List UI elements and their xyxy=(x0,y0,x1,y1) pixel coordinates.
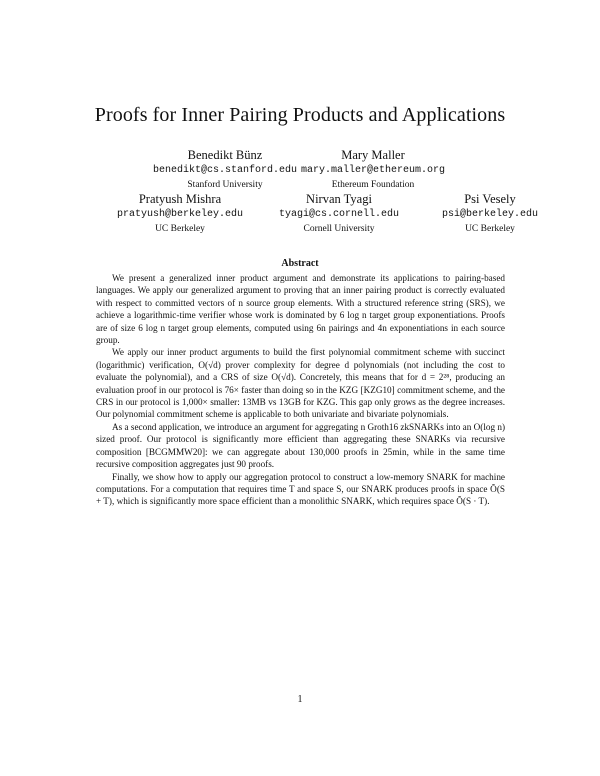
author-email[interactable]: mary.maller@ethereum.org xyxy=(300,165,446,176)
author-affiliation: UC Berkeley xyxy=(465,224,515,234)
author-name: Pratyush Mishra xyxy=(138,192,222,206)
author-email[interactable]: tyagi@cs.cornell.edu xyxy=(278,209,400,220)
paper-title: Proofs for Inner Pairing Products and Applications xyxy=(94,104,506,126)
abstract-paragraph: As a second application, we introduce an argument for aggregating n Groth16 zkSNARKs into an O(log n) sized proof. Our protocol is significantly more efficient than aggregating these SNARKs via recursive composition [BCGMMW20]: we can aggregate about 130,000 proofs in 25min, while in the same time recursive composition aggregates just 90 proofs. xyxy=(96,421,506,470)
author-maller xyxy=(263,148,483,193)
author-email[interactable]: psi@berkeley.edu xyxy=(441,209,538,220)
abstract-paragraph: We present a generalized inner product argument and demonstrate its applications to pairing-based languages. We apply our generalized argument to proving that an inner pairing product is correctly evaluated with respect to committed vectors of n source group elements. With a structured reference string (SRS), we achieve a logarithmic-time verifier whose work is dominated by 6 log n target group exponentiations. Proofs are of size 6 log n target group elements, computed using 6n pairings and 4n exponentiations in each source group. xyxy=(96,273,505,346)
author-name: Nirvan Tyagi xyxy=(306,192,372,206)
author-email[interactable]: benedikt@cs.stanford.edu xyxy=(152,165,298,176)
author-name: Psi Vesely xyxy=(464,192,516,206)
author-affiliation: UC Berkeley xyxy=(155,224,205,234)
abstract-heading: Abstract xyxy=(281,258,319,269)
author-affiliation: Cornell University xyxy=(303,224,375,234)
author-affiliation: Ethereum Foundation xyxy=(331,180,415,190)
abstract-body xyxy=(96,272,505,508)
author-email[interactable]: pratyush@berkeley.edu xyxy=(116,209,244,220)
author-name: Mary Maller xyxy=(341,148,405,162)
page-number: 1 xyxy=(297,694,303,705)
abstract-paragraph: Finally, we show how to apply our aggregation protocol to construct a low-memory SNARK for machine computations. For a computation that requires time T and space S, our SNARK produces proofs in space Õ(S + T), which is significantly more space efficient than a monolithic SNARK, which requires space Õ(S · T). xyxy=(96,471,505,507)
author-name: Benedikt Bünz xyxy=(187,148,263,162)
abstract-paragraph: We apply our inner product arguments to build the first polynomial commitment scheme with succinct (logarithmic) verification, O(√d) prover complexity for degree d polynomials (not including the cost to evaluate the polynomial), and a CRS of size O(√d). Concretely, this means that for d = 2²⁸, producing an evaluation proof in our protocol is 76× faster than doing so in the KZG [KZG10] commitment scheme, and the CRS in our protocol is 1,000× smaller: 13MB vs 13GB for KZG. This gap only grows as the degree increases. Our polynomial commitment scheme is applicable to both univariate and bivariate polynomials. xyxy=(96,347,505,420)
author-affiliation: Stanford University xyxy=(187,180,263,190)
author-vesely xyxy=(380,192,600,237)
